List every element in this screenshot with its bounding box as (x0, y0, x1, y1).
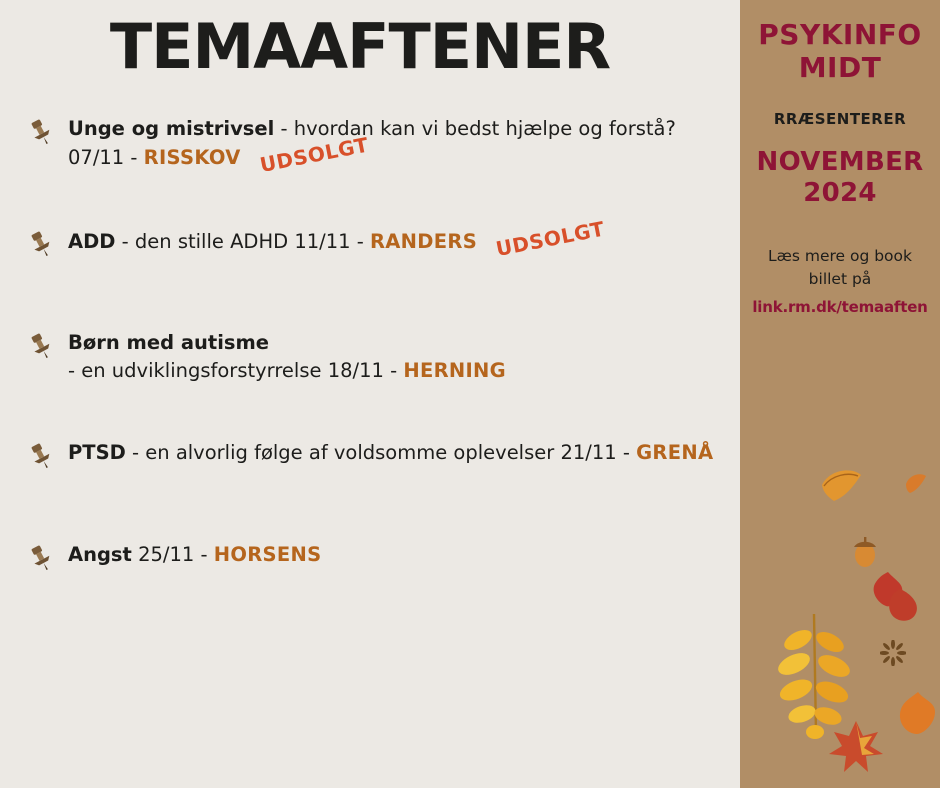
event-city: HORSENS (213, 543, 322, 567)
leaf-icon (882, 585, 922, 629)
brand-name (740, 18, 940, 84)
pushpin-icon (26, 229, 56, 259)
pushpin-icon (26, 543, 56, 573)
status-badge: UDSOLGT (494, 216, 607, 261)
event-list (0, 115, 740, 589)
event-description: - den stille ADHD 11/11 - (115, 229, 370, 253)
event-title: Børn med autisme (68, 330, 270, 354)
presents-label: RRÆSENTERER (773, 110, 907, 129)
booking-link[interactable]: link.rm.dk/temaaften (752, 297, 928, 316)
leaf-icon (826, 718, 886, 782)
year-label: 2024 (803, 177, 877, 208)
leaf-icon (903, 470, 929, 500)
event-title: Unge og mistrivsel (68, 117, 275, 141)
event-city: HERNING (403, 358, 506, 382)
sidebar (740, 0, 940, 788)
event-title: PTSD (68, 441, 126, 465)
brand-line-1: PSYKINFO (758, 18, 922, 51)
event-city: RISSKOV (143, 146, 241, 170)
pushpin-icon (26, 331, 56, 361)
month-label: NOVEMBER (756, 147, 924, 178)
brand-line-2: MIDT (798, 51, 882, 85)
star-anise-icon (880, 640, 906, 670)
booking-info (740, 245, 940, 318)
list-item (26, 216, 716, 275)
event-description: - en alvorlig følge af voldsomme oplevelser 21/11 - (125, 441, 637, 465)
page-title: TEMAAFTENER (109, 10, 611, 83)
event-city: GRENÅ (636, 441, 714, 465)
list-item (26, 439, 716, 487)
pushpin-icon (26, 117, 56, 147)
event-description: - en udviklingsforstyrrelse 18/11 - (68, 358, 404, 382)
pushpin-icon (26, 441, 56, 471)
event-description: - hvordan kan vi bedst hjælpe og forstå? 07/11 - (68, 117, 676, 170)
list-item (26, 541, 716, 589)
event-city: RANDERS (369, 229, 478, 253)
event-title: ADD (68, 229, 116, 253)
event-title: Angst (68, 543, 132, 567)
status-badge: UDSOLGT (257, 132, 371, 178)
leaf-icon (818, 465, 864, 511)
list-item (26, 329, 716, 386)
event-description: 25/11 - (131, 543, 214, 567)
leaf-icon (895, 690, 940, 740)
acorn-icon (850, 535, 880, 573)
booking-text: Læs mere og book billet på (767, 247, 913, 289)
list-item (26, 115, 716, 178)
